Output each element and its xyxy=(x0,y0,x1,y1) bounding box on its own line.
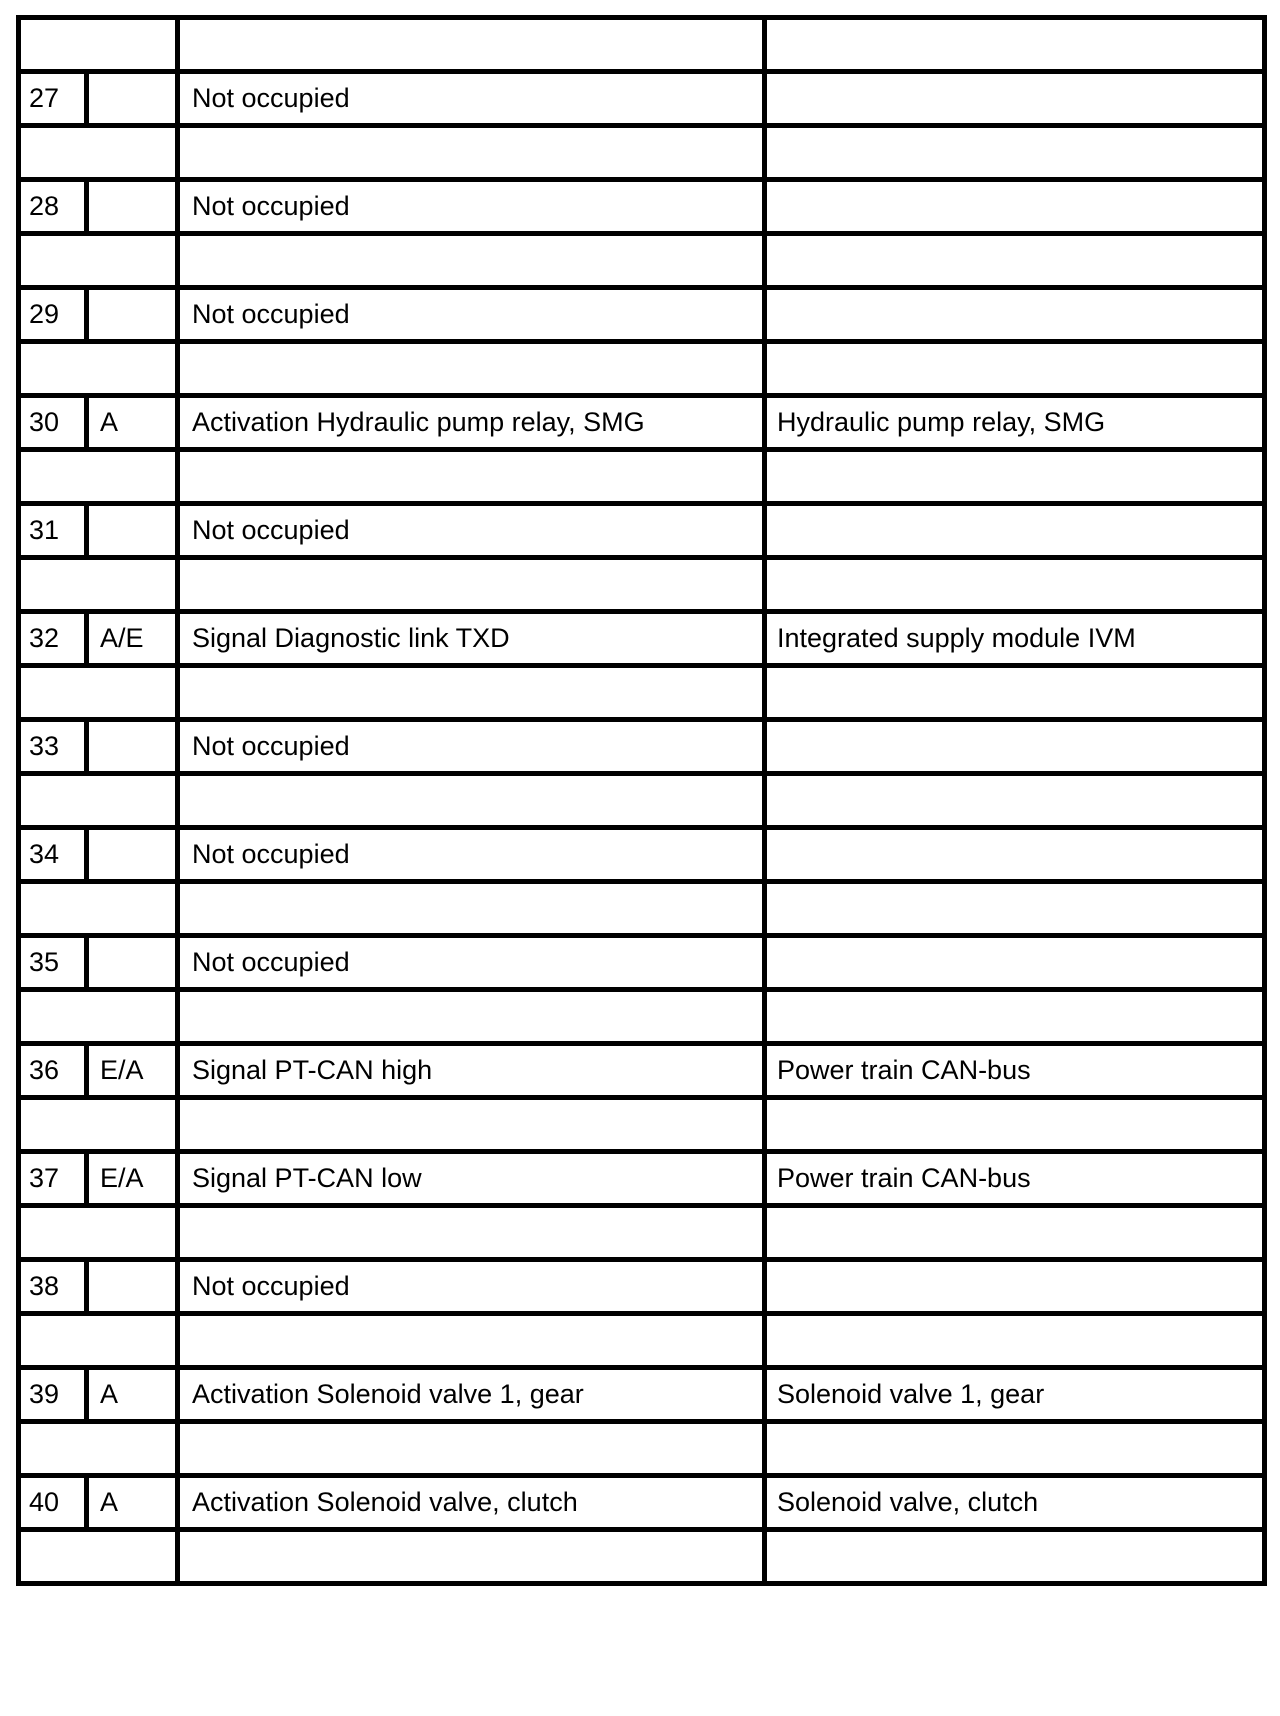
pin-description-cell: Not occupied xyxy=(178,1260,765,1314)
empty-cell xyxy=(178,18,765,72)
empty-cell xyxy=(765,1530,1265,1584)
empty-cell xyxy=(765,666,1265,720)
pin-description-cell: Not occupied xyxy=(178,936,765,990)
connection-cell: Power train CAN-bus xyxy=(765,1152,1265,1206)
pin-number-cell: 33 xyxy=(19,720,87,774)
pin-row xyxy=(19,1260,1265,1314)
connection-cell: Solenoid valve 1, gear xyxy=(765,1368,1265,1422)
pin-description-cell: Activation Hydraulic pump relay, SMG xyxy=(178,396,765,450)
signal-type-cell xyxy=(87,504,178,558)
empty-cell xyxy=(765,234,1265,288)
pin-row xyxy=(19,396,1265,450)
signal-type-cell xyxy=(87,288,178,342)
pin-number-cell: 40 xyxy=(19,1476,87,1530)
pin-description-cell: Activation Solenoid valve, clutch xyxy=(178,1476,765,1530)
empty-cell xyxy=(765,450,1265,504)
spacer-row xyxy=(19,990,1265,1044)
empty-cell xyxy=(765,126,1265,180)
empty-cell xyxy=(765,1098,1265,1152)
empty-cell xyxy=(178,774,765,828)
pin-number-cell: 35 xyxy=(19,936,87,990)
empty-cell xyxy=(765,1422,1265,1476)
pin-row xyxy=(19,936,1265,990)
pin-row xyxy=(19,612,1265,666)
connection-cell xyxy=(765,936,1265,990)
pin-row xyxy=(19,1476,1265,1530)
signal-type-cell: A/E xyxy=(87,612,178,666)
pin-row xyxy=(19,504,1265,558)
connection-cell xyxy=(765,504,1265,558)
empty-cell xyxy=(19,450,178,504)
signal-type-cell xyxy=(87,1260,178,1314)
pin-number-cell: 36 xyxy=(19,1044,87,1098)
empty-cell xyxy=(19,882,178,936)
empty-cell xyxy=(178,666,765,720)
connection-cell: Integrated supply module IVM xyxy=(765,612,1265,666)
pin-row xyxy=(19,180,1265,234)
empty-cell xyxy=(178,342,765,396)
pin-description-cell: Not occupied xyxy=(178,72,765,126)
pin-number-cell: 32 xyxy=(19,612,87,666)
empty-cell xyxy=(19,558,178,612)
pin-description-cell: Signal Diagnostic link TXD xyxy=(178,612,765,666)
empty-cell xyxy=(178,1422,765,1476)
pin-row xyxy=(19,828,1265,882)
empty-cell xyxy=(19,234,178,288)
connection-cell: Power train CAN-bus xyxy=(765,1044,1265,1098)
empty-cell xyxy=(178,1530,765,1584)
connection-cell xyxy=(765,72,1265,126)
pin-description-cell: Not occupied xyxy=(178,180,765,234)
empty-cell xyxy=(178,882,765,936)
pin-row xyxy=(19,72,1265,126)
spacer-row xyxy=(19,558,1265,612)
spacer-row xyxy=(19,774,1265,828)
empty-cell xyxy=(19,666,178,720)
signal-type-cell: A xyxy=(87,396,178,450)
spacer-row xyxy=(19,234,1265,288)
pin-number-cell: 37 xyxy=(19,1152,87,1206)
connection-cell xyxy=(765,288,1265,342)
empty-cell xyxy=(178,558,765,612)
spacer-row xyxy=(19,1422,1265,1476)
empty-cell xyxy=(19,1314,178,1368)
empty-cell xyxy=(19,990,178,1044)
pin-assignment-table xyxy=(16,15,1267,1586)
pin-row xyxy=(19,720,1265,774)
empty-cell xyxy=(19,1206,178,1260)
spacer-row xyxy=(19,450,1265,504)
signal-type-cell xyxy=(87,180,178,234)
empty-cell xyxy=(765,342,1265,396)
empty-cell xyxy=(178,126,765,180)
pin-description-cell: Not occupied xyxy=(178,720,765,774)
signal-type-cell: A xyxy=(87,1476,178,1530)
empty-cell xyxy=(765,774,1265,828)
pin-number-cell: 28 xyxy=(19,180,87,234)
spacer-row xyxy=(19,1206,1265,1260)
empty-cell xyxy=(178,1314,765,1368)
signal-type-cell: E/A xyxy=(87,1152,178,1206)
pin-description-cell: Not occupied xyxy=(178,828,765,882)
connection-cell: Hydraulic pump relay, SMG xyxy=(765,396,1265,450)
empty-cell xyxy=(178,234,765,288)
empty-cell xyxy=(765,558,1265,612)
signal-type-cell xyxy=(87,828,178,882)
spacer-row xyxy=(19,666,1265,720)
empty-cell xyxy=(178,990,765,1044)
empty-cell xyxy=(19,342,178,396)
signal-type-cell xyxy=(87,720,178,774)
empty-cell xyxy=(765,18,1265,72)
connection-cell xyxy=(765,180,1265,234)
empty-cell xyxy=(765,1314,1265,1368)
empty-cell xyxy=(19,1530,178,1584)
pin-row xyxy=(19,288,1265,342)
connection-cell xyxy=(765,828,1265,882)
spacer-row xyxy=(19,1530,1265,1584)
pin-description-cell: Signal PT-CAN low xyxy=(178,1152,765,1206)
connection-cell: Solenoid valve, clutch xyxy=(765,1476,1265,1530)
empty-cell xyxy=(19,1422,178,1476)
pin-number-cell: 39 xyxy=(19,1368,87,1422)
signal-type-cell xyxy=(87,936,178,990)
empty-cell xyxy=(178,450,765,504)
connection-cell xyxy=(765,720,1265,774)
pin-description-cell: Not occupied xyxy=(178,504,765,558)
pin-number-cell: 31 xyxy=(19,504,87,558)
pin-description-cell: Not occupied xyxy=(178,288,765,342)
pin-row xyxy=(19,1368,1265,1422)
pin-number-cell: 27 xyxy=(19,72,87,126)
signal-type-cell: A xyxy=(87,1368,178,1422)
pin-number-cell: 30 xyxy=(19,396,87,450)
spacer-row xyxy=(19,126,1265,180)
signal-type-cell xyxy=(87,72,178,126)
pin-table-body xyxy=(19,18,1265,1584)
empty-cell xyxy=(765,990,1265,1044)
spacer-row xyxy=(19,1098,1265,1152)
empty-cell xyxy=(765,882,1265,936)
empty-cell xyxy=(765,1206,1265,1260)
pin-number-cell: 34 xyxy=(19,828,87,882)
spacer-row xyxy=(19,342,1265,396)
signal-type-cell: E/A xyxy=(87,1044,178,1098)
empty-cell xyxy=(178,1098,765,1152)
pin-description-cell: Activation Solenoid valve 1, gear xyxy=(178,1368,765,1422)
pin-row xyxy=(19,1044,1265,1098)
empty-cell xyxy=(19,774,178,828)
empty-cell xyxy=(19,18,178,72)
pin-number-cell: 29 xyxy=(19,288,87,342)
empty-cell xyxy=(19,1098,178,1152)
spacer-row xyxy=(19,882,1265,936)
empty-cell xyxy=(19,126,178,180)
spacer-row xyxy=(19,1314,1265,1368)
pin-description-cell: Signal PT-CAN high xyxy=(178,1044,765,1098)
pin-row xyxy=(19,1152,1265,1206)
spacer-row xyxy=(19,18,1265,72)
connection-cell xyxy=(765,1260,1265,1314)
empty-cell xyxy=(178,1206,765,1260)
pin-number-cell: 38 xyxy=(19,1260,87,1314)
